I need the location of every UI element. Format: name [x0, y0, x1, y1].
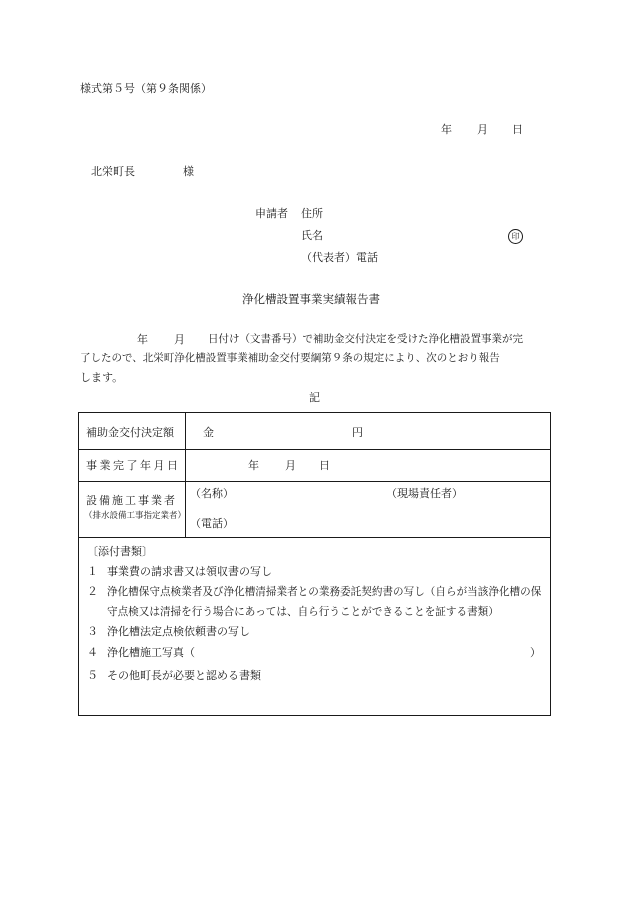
attachment-number: ４ [87, 646, 98, 659]
grant-amount-label: 補助金交付決定額 [86, 426, 174, 439]
completion-month: 月 [285, 459, 296, 472]
ki-mark: 記 [309, 391, 320, 404]
attachment-text: その他町長が必要と認める書類 [107, 669, 261, 682]
date-day: 日 [512, 123, 523, 136]
attachment-close-paren: ） [530, 646, 541, 659]
attachment-number: ３ [87, 625, 98, 638]
attachment-item [87, 666, 547, 686]
attachment-item [87, 582, 547, 622]
document-title: 浄化槽設置事業実績報告書 [242, 292, 380, 306]
address-label: 住所 [301, 207, 323, 220]
attachments-header: 〔添付書類〕 [87, 545, 153, 558]
date-year: 年 [441, 123, 452, 136]
completion-day: 日 [319, 459, 330, 472]
contractor-name-label: （名称） [190, 487, 234, 500]
body-month: 月 [174, 333, 185, 346]
report-body [80, 330, 550, 387]
completion-date-label: 事業完了年月日 [86, 459, 181, 472]
body-line3: します。 [80, 371, 124, 384]
attachment-item [87, 562, 547, 582]
recipient-honorific: 様 [183, 165, 194, 178]
contractor-sublabel: （排水設備工事指定業者） [84, 511, 187, 521]
attachment-text: 浄化槽法定点検依頼書の写し [107, 625, 250, 638]
phone-label: （代表者）電話 [301, 251, 378, 264]
row-divider [79, 537, 550, 538]
attachment-number: ５ [87, 669, 98, 682]
name-label: 氏名 [301, 229, 323, 242]
site-manager-label: （現場責任者） [386, 487, 463, 500]
attachments [87, 542, 547, 686]
attachment-text: 浄化槽保守点検業者及び浄化槽清掃業者との業務委託契約書の写し（自らが当該浄化槽の保守点検又は清掃を行う場合にあっては、自ら行うことができることを証する書類） [107, 586, 542, 618]
body-line2: 了したので、北栄町浄化槽設置事業補助金交付要綱第９条の規定により、次のとおり報告 [80, 352, 500, 364]
attachment-item [87, 643, 547, 663]
row-divider [79, 481, 550, 482]
contractor-phone-label: （電話） [190, 517, 234, 530]
attachment-text: 浄化槽施工写真（ [107, 646, 195, 659]
applicant-label: 申請者 [255, 207, 288, 220]
attachment-item [87, 622, 547, 642]
row-divider [79, 449, 550, 450]
seal-mark: 印 [508, 229, 523, 244]
recipient-name: 北栄町長 [91, 165, 135, 178]
attachment-number: ２ [87, 585, 98, 598]
contractor-label: 設備施工事業者 [86, 494, 177, 507]
body-line1: 日付け（文書番号）で補助金交付決定を受けた浄化槽設置事業が完 [208, 333, 523, 345]
body-year: 年 [137, 333, 148, 346]
attachment-text: 事業費の請求書又は領収書の写し [107, 565, 272, 578]
completion-year: 年 [248, 459, 259, 472]
report-table [78, 412, 551, 716]
grant-amount-prefix: 金 [203, 426, 214, 439]
grant-amount-unit: 円 [352, 426, 363, 439]
attachment-number: １ [87, 565, 98, 578]
date-month: 月 [477, 123, 488, 136]
form-number: 様式第５号（第９条関係） [80, 82, 212, 95]
